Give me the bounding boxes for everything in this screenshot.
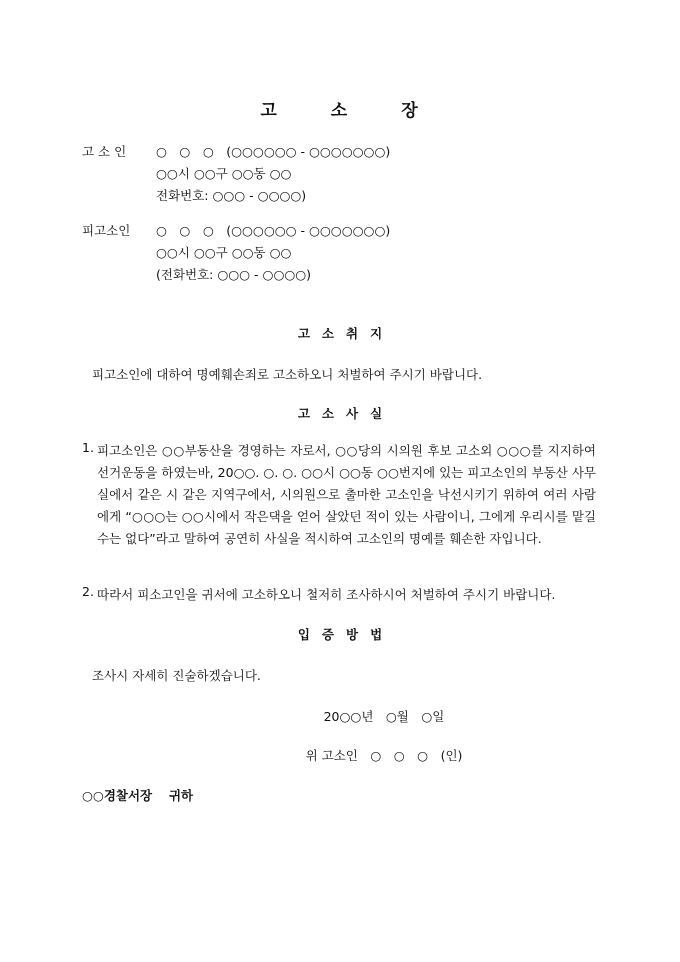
complainant-name-id: ○ ○ ○ (○○○○○○ - ○○○○○○○) <box>156 144 391 159</box>
recipient-line: ○○경찰서장 귀하 <box>82 788 194 803</box>
defendant-address: ○○시 ○○구 ○○동 ○○ <box>156 245 292 260</box>
document-title <box>0 96 680 121</box>
complainant-label: 고 소 인 <box>82 144 127 159</box>
heading-char: 사 <box>346 406 359 421</box>
purpose-text: 피고소인에 대하여 명예훼손죄로 고소하오니 처벌하여 주시기 바랍니다. <box>92 367 483 382</box>
heading-char: 방 <box>346 627 359 642</box>
title-char: 장 <box>401 101 420 121</box>
heading-char: 지 <box>370 326 383 341</box>
complainant-phone: 전화번호: ○○○ - ○○○○) <box>156 188 307 203</box>
heading-char: 증 <box>321 627 334 642</box>
defendant-phone: (전화번호: ○○○ - ○○○○) <box>156 267 312 282</box>
defendant-name-id: ○ ○ ○ (○○○○○○ - ○○○○○○○) <box>156 223 391 238</box>
evidence-heading <box>0 625 680 643</box>
heading-char: 입 <box>297 627 310 642</box>
fact-text: 피고소인은 ○○부동산을 경영하는 자로서, ○○당의 시의원 후보 고소외 ○○○를 지지하여 선거운동을 하였는바, 20○○. ○. ○. ○○시 ○○동 ○○번지에 있는 피고소인의 부동산 사무실에서 같은 시 같은 지역구에서, 시의원으로 출마한 고소인을 낙선시키기 위하여 여러 사람에게 “○○○는 ○○시에서 작은댁을 얻어 살았던 적이 있는 사람이니, 그에게 우리시를 맡길 수는 없다”라고 말하여 공연히 사실을 적시하여 고소인의 명예를 훼손한 자입니다. <box>97 443 596 546</box>
complainant-address: ○○시 ○○구 ○○동 ○○ <box>156 166 292 181</box>
heading-char: 법 <box>370 627 383 642</box>
heading-char: 소 <box>321 406 334 421</box>
signature-line: 위 고소인 ○ ○ ○ (인) <box>305 748 463 763</box>
heading-char: 고 <box>297 326 310 341</box>
facts-heading <box>0 404 680 422</box>
title-char: 고 <box>260 101 279 121</box>
title-char: 소 <box>330 101 350 121</box>
fact-number: 1. <box>82 440 94 455</box>
defendant-label: 피고소인 <box>82 223 131 238</box>
heading-char: 실 <box>370 406 383 421</box>
document-date: 20○○년 ○월 ○일 <box>323 709 445 724</box>
heading-char: 소 <box>321 326 334 341</box>
heading-char: 고 <box>297 406 310 421</box>
fact-text: 따라서 피소고인을 귀서에 고소하오니 철저히 조사하시어 처벌하여 주시기 바랍니다. <box>97 587 556 602</box>
heading-char: 취 <box>346 326 359 341</box>
fact-number: 2. <box>82 584 94 599</box>
purpose-heading <box>0 324 680 342</box>
evidence-text: 조사시 자세히 진술하겠습니다. <box>92 668 261 683</box>
